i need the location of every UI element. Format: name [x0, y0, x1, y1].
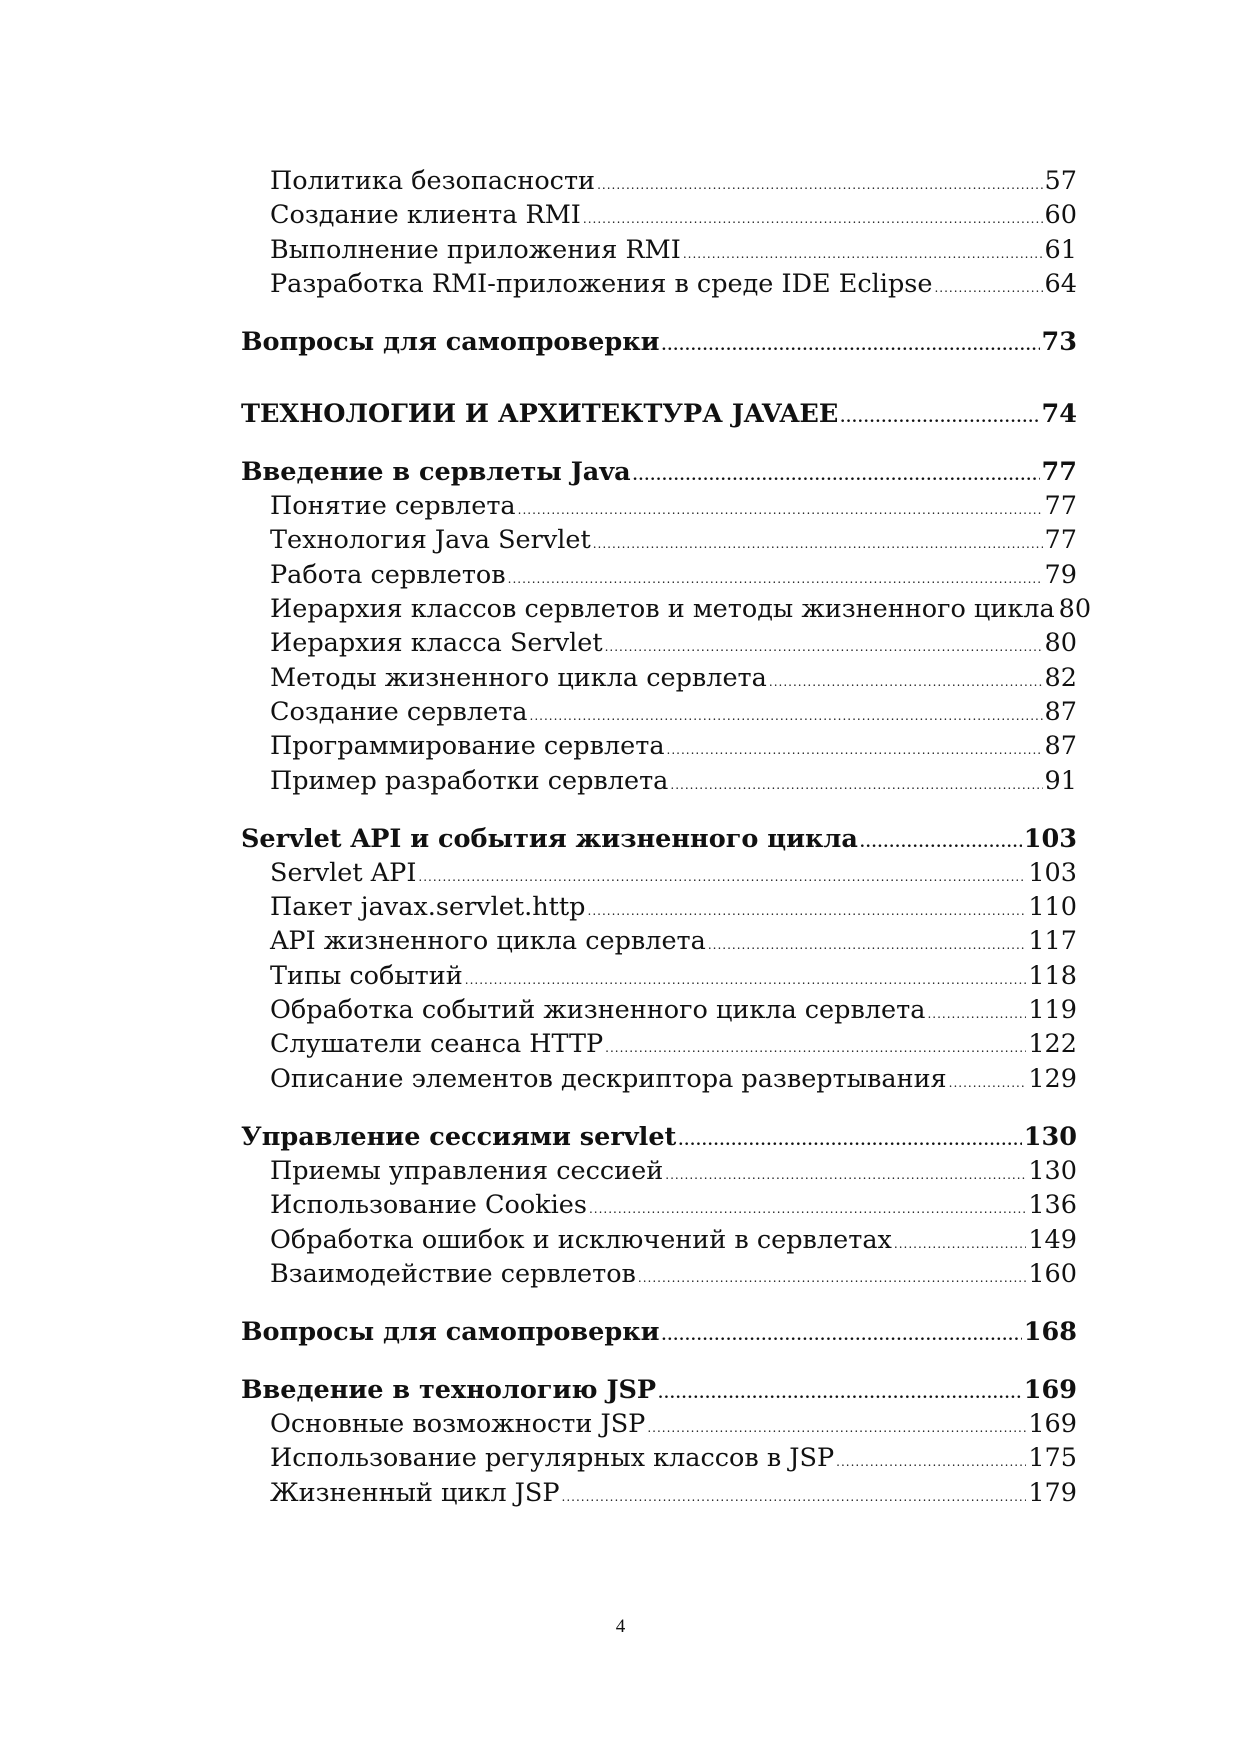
toc-entry-page: 60 — [1044, 200, 1077, 231]
toc-entry[interactable] — [241, 993, 1077, 1027]
toc-section-heading[interactable] — [241, 1373, 1077, 1407]
toc-entry[interactable] — [241, 523, 1077, 557]
toc-entry-title: Servlet API — [270, 857, 417, 888]
toc-entry[interactable] — [241, 267, 1077, 301]
toc-entry-title: Использование Cookies — [270, 1190, 587, 1221]
toc-entry[interactable] — [241, 1154, 1077, 1188]
dot-leader — [518, 493, 1043, 527]
toc-entry[interactable] — [241, 924, 1077, 958]
toc-entry-page: 160 — [1028, 1258, 1077, 1289]
toc-entry-page: 74 — [1041, 399, 1077, 430]
toc-entry-page: 130 — [1023, 1121, 1077, 1152]
toc-entry-page: 169 — [1023, 1375, 1077, 1406]
toc-entry[interactable] — [241, 856, 1077, 890]
toc-entry[interactable] — [241, 233, 1077, 267]
toc-entry-page: 91 — [1044, 765, 1077, 796]
dot-leader — [840, 401, 1039, 435]
dot-leader — [934, 271, 1042, 305]
dot-leader — [683, 237, 1043, 271]
toc-section-heading[interactable] — [241, 325, 1077, 359]
dot-leader — [418, 860, 1026, 894]
dot-leader — [662, 329, 1040, 363]
toc-entry-title: Понятие сервлета — [270, 491, 516, 522]
dot-leader — [588, 894, 1027, 928]
toc-entry-title: Введение в сервлеты Java — [241, 457, 631, 488]
toc-entry-page: 149 — [1028, 1224, 1077, 1255]
toc-entry-page: 77 — [1041, 457, 1077, 488]
toc-entry[interactable] — [241, 729, 1077, 763]
toc-entry-page: 73 — [1041, 327, 1077, 358]
toc-entry[interactable] — [241, 959, 1077, 993]
toc-entry-title: Типы событий — [270, 960, 463, 991]
dot-leader — [949, 1066, 1027, 1100]
toc-entry-page: 130 — [1028, 1155, 1077, 1186]
toc-entry-title: Взаимодействие сервлетов — [270, 1258, 636, 1289]
toc-entry-title: Методы жизненного цикла сервлета — [270, 662, 767, 693]
toc-entry-title: Обработка ошибок и исключений в сервлетах — [270, 1224, 892, 1255]
dot-leader — [836, 1445, 1026, 1479]
dot-leader — [530, 699, 1043, 733]
toc-entry-title: Технология Java Servlet — [270, 525, 591, 556]
toc-entry[interactable] — [241, 592, 1092, 626]
dot-leader — [562, 1480, 1027, 1514]
page-number: 4 — [615, 1616, 626, 1637]
toc-entry-title: ТЕХНОЛОГИИ И АРХИТЕКТУРА JAVAEE — [241, 399, 839, 430]
toc-entry-title: Обработка событий жизненного цикла сервлета — [270, 995, 926, 1026]
dot-leader — [633, 459, 1040, 493]
toc-entry-page: 110 — [1028, 892, 1077, 923]
toc-entry-page: 82 — [1044, 662, 1077, 693]
toc-part-heading[interactable] — [241, 397, 1077, 431]
dot-leader — [670, 768, 1042, 802]
toc-entry[interactable] — [241, 1441, 1077, 1475]
toc-entry[interactable] — [241, 1223, 1077, 1257]
dot-leader — [597, 168, 1042, 202]
toc-entry[interactable] — [241, 661, 1077, 695]
toc-entry[interactable] — [241, 626, 1077, 660]
toc-entry-title: Программирование сервлета — [270, 731, 665, 762]
toc-entry-page: 129 — [1028, 1063, 1077, 1094]
toc-entry[interactable] — [241, 890, 1077, 924]
toc-section-heading[interactable] — [241, 822, 1077, 856]
toc-entry-page: 136 — [1028, 1190, 1077, 1221]
toc-entry-page: 103 — [1023, 823, 1077, 854]
toc-entry[interactable] — [241, 1407, 1077, 1441]
toc-entry-title: Пример разработки сервлета — [270, 765, 669, 796]
dot-leader — [769, 665, 1043, 699]
toc-entry-title: Иерархия классов сервлетов и методы жизненного цикла — [270, 594, 1055, 625]
toc-entry-page: 87 — [1044, 731, 1077, 762]
toc-entry-title: Servlet API и события жизненного цикла — [241, 823, 858, 854]
dot-leader — [605, 1031, 1026, 1065]
toc-entry-title: Основные возможности JSP — [270, 1409, 646, 1440]
toc-entry-title: Работа сервлетов — [270, 559, 506, 590]
toc-entry-page: 168 — [1023, 1317, 1077, 1348]
dot-leader — [658, 1377, 1022, 1411]
table-of-contents — [241, 164, 1092, 1510]
toc-entry[interactable] — [241, 1188, 1077, 1222]
dot-leader — [665, 1158, 1026, 1192]
dot-leader — [927, 997, 1026, 1031]
toc-entry[interactable] — [241, 164, 1077, 198]
toc-entry-page: 61 — [1044, 234, 1077, 265]
toc-entry-page: 80 — [1058, 594, 1092, 625]
dot-leader — [605, 630, 1043, 664]
toc-entry-page: 122 — [1028, 1029, 1077, 1060]
dot-leader — [860, 826, 1022, 860]
toc-entry-page: 87 — [1044, 696, 1077, 727]
toc-entry-title: Описание элементов дескриптора развертывания — [270, 1063, 947, 1094]
toc-entry-page: 77 — [1044, 525, 1077, 556]
dot-leader — [589, 1192, 1026, 1226]
toc-entry-title: Введение в технологию JSP — [241, 1375, 657, 1406]
toc-entry-title: Вопросы для самопроверки — [241, 1317, 660, 1348]
dot-leader — [894, 1227, 1026, 1261]
toc-entry-title: Слушатели сеанса HTTP — [270, 1029, 604, 1060]
dot-leader — [593, 527, 1043, 561]
toc-entry[interactable] — [241, 1257, 1077, 1291]
toc-entry-title: Пакет javax.servlet.http — [270, 892, 586, 923]
toc-entry[interactable] — [241, 489, 1077, 523]
dot-leader — [647, 1411, 1026, 1445]
toc-entry[interactable] — [241, 558, 1077, 592]
toc-entry-title: Вопросы для самопроверки — [241, 327, 660, 358]
toc-entry-page: 119 — [1028, 995, 1077, 1026]
toc-entry-page: 118 — [1028, 960, 1077, 991]
toc-entry-title: Разработка RMI-приложения в среде IDE Eclipse — [270, 268, 933, 299]
toc-entry-title: Создание клиента RMI — [270, 200, 581, 231]
toc-entry[interactable] — [241, 1027, 1077, 1061]
toc-entry[interactable] — [241, 1062, 1077, 1096]
toc-section-heading[interactable] — [241, 1120, 1077, 1154]
toc-entry-title: Иерархия класса Servlet — [270, 628, 603, 659]
dot-leader — [667, 733, 1043, 767]
dot-leader — [508, 562, 1043, 596]
dot-leader — [708, 928, 1026, 962]
toc-entry[interactable] — [241, 1476, 1077, 1510]
toc-entry-page: 80 — [1044, 628, 1077, 659]
toc-entry[interactable] — [241, 198, 1077, 232]
toc-section-heading[interactable] — [241, 455, 1077, 489]
dot-leader — [465, 963, 1027, 997]
dot-leader — [678, 1124, 1021, 1158]
toc-entry-title: Приемы управления сессией — [270, 1155, 664, 1186]
dot-leader — [662, 1319, 1022, 1353]
toc-entry-page: 79 — [1044, 559, 1077, 590]
toc-entry-page: 169 — [1028, 1409, 1077, 1440]
toc-entry-title: Жизненный цикл JSP — [270, 1477, 560, 1508]
toc-entry-page: 179 — [1028, 1477, 1077, 1508]
toc-entry-title: Управление сессиями servlet — [241, 1121, 677, 1152]
toc-entry[interactable] — [241, 695, 1077, 729]
toc-entry-page: 64 — [1044, 268, 1077, 299]
toc-entry-page: 57 — [1044, 166, 1077, 196]
toc-entry-title: Выполнение приложения RMI — [270, 234, 681, 265]
toc-entry-page: 175 — [1028, 1443, 1077, 1474]
toc-entry-page: 103 — [1028, 857, 1077, 888]
toc-entry[interactable] — [241, 764, 1077, 798]
dot-leader — [583, 202, 1043, 236]
toc-entry-title: API жизненного цикла сервлета — [270, 926, 706, 957]
toc-section-heading[interactable] — [241, 1315, 1077, 1349]
dot-leader — [638, 1261, 1026, 1295]
toc-entry-title: Использование регулярных классов в JSP — [270, 1443, 835, 1474]
toc-entry-title: Политика безопасности — [270, 166, 596, 196]
toc-entry-title: Создание сервлета — [270, 696, 528, 727]
toc-entry-page: 117 — [1028, 926, 1077, 957]
toc-entry-page: 77 — [1044, 491, 1077, 522]
